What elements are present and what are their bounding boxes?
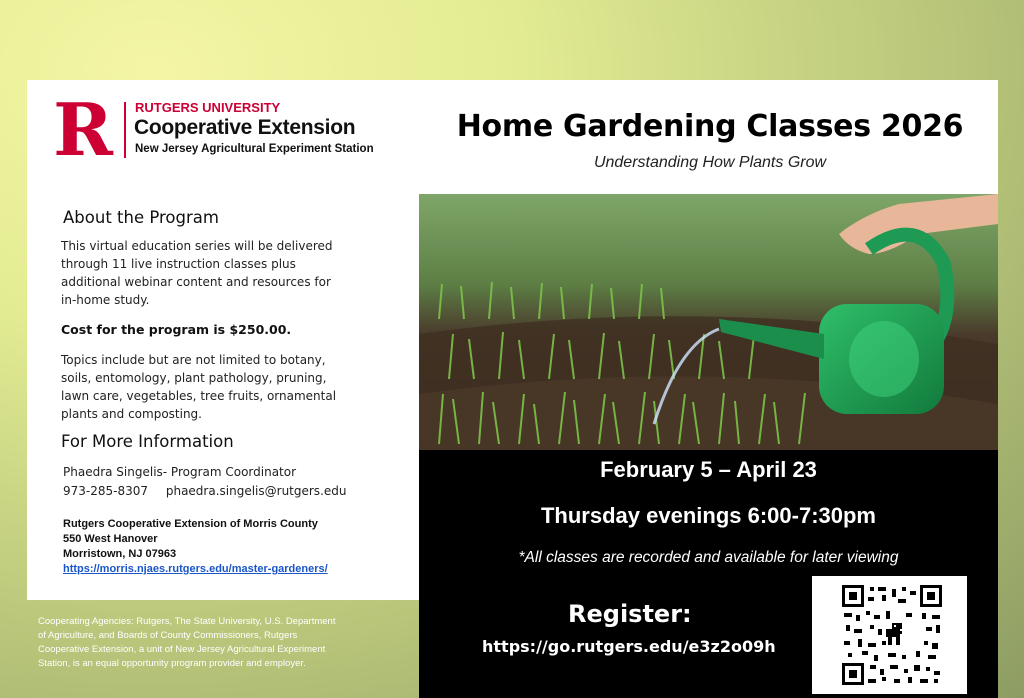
office-name: Rutgers Cooperative Extension of Morris County	[63, 518, 318, 530]
about-line: additional webinar content and resources for	[61, 275, 331, 289]
email-address[interactable]: phaedra.singelis@rutgers.edu	[165, 484, 347, 498]
agencies-line: Station, is an equal opportunity program provider and employer.	[38, 658, 306, 669]
garden-photo	[419, 194, 998, 450]
about-text	[61, 237, 361, 309]
phone-number: 973-285-8307	[63, 484, 149, 498]
info-heading: For More Information	[61, 432, 234, 451]
about-line: in-home study.	[61, 293, 150, 307]
qr-code-card[interactable]	[812, 576, 967, 694]
agencies-line: Cooperating Agencies: Rutgers, The State University, U.S. Department	[38, 616, 336, 627]
about-line: through 11 live instruction classes plus	[61, 257, 296, 271]
topics-line: lawn care, vegetables, tree fruits, ornamental	[61, 389, 337, 403]
garden-illustration	[419, 194, 998, 450]
cost-text: Cost for the program is $250.00.	[61, 322, 292, 337]
event-schedule: Thursday evenings 6:00-7:30pm	[540, 503, 876, 528]
rutgers-r-logo: R	[53, 87, 111, 172]
agencies-statement	[38, 615, 383, 671]
logo-station: New Jersey Agricultural Experiment Station	[135, 143, 374, 155]
logo-university: RUTGERS UNIVERSITY	[135, 100, 281, 115]
about-line: This virtual education series will be delivered	[61, 239, 333, 253]
logo-unit: Cooperative Extension	[134, 116, 356, 139]
office-block	[63, 517, 328, 577]
recorded-note: *All classes are recorded and available for later viewing	[518, 549, 899, 566]
page-title: Home Gardening Classes 2026	[456, 109, 964, 144]
qr-code-icon	[812, 576, 967, 694]
agencies-line: of Agriculture, and Boards of County Commissioners, Rutgers	[38, 630, 298, 641]
topics-text	[61, 351, 351, 423]
coordinator-text: Phaedra Singelis- Program Coordinator	[63, 465, 297, 479]
office-city: Morristown, NJ 07963	[63, 548, 177, 560]
topics-line: plants and composting.	[61, 407, 202, 421]
master-gardeners-link[interactable]: https://morris.njaes.rutgers.edu/master-gardeners/	[63, 563, 328, 575]
register-link[interactable]: https://go.rutgers.edu/e3z2o09h	[482, 637, 776, 656]
register-heading: Register:	[568, 600, 692, 628]
topics-line: Topics include but are not limited to botany,	[61, 353, 326, 367]
office-street: 550 West Hanover	[63, 533, 158, 545]
logo-divider	[124, 102, 126, 158]
contact-row	[63, 482, 360, 500]
agencies-line: Cooperative Extension, a unit of New Jersey Agricultural Experiment	[38, 644, 326, 655]
topics-line: soils, entomology, plant pathology, pruning,	[61, 371, 327, 385]
event-dates: February 5 – April 23	[600, 457, 817, 482]
page-subtitle: Understanding How Plants Grow	[593, 154, 827, 171]
about-heading: About the Program	[63, 208, 219, 227]
